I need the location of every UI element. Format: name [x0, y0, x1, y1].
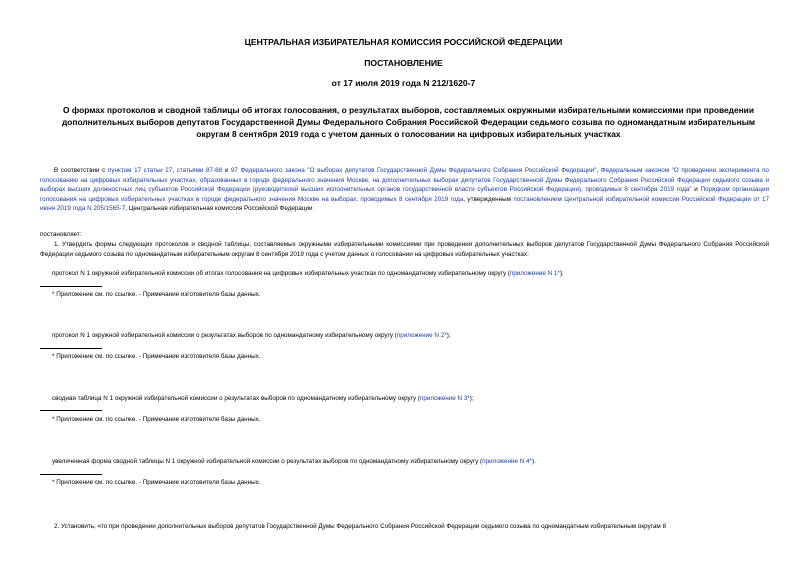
footnote-divider — [40, 410, 102, 411]
intro-paragraph — [40, 166, 769, 214]
item-text: протокол N 1 окружной избирательной комиссии об итогах голосования на цифровых избирательных участках по одномандатному избирательному округу ( — [52, 270, 510, 277]
footnote: * Приложение см. по ссылке. - Примечание изготовителя базы данных. — [52, 479, 261, 486]
item-tail: ). — [531, 458, 536, 465]
footnote: * Приложение см. по ссылке. - Примечание изготовителя базы данных. — [52, 416, 261, 423]
document-date-number: от 17 июля 2019 года N 212/1620-7 — [331, 78, 476, 88]
footnote-divider — [40, 348, 102, 349]
list-item — [52, 395, 767, 402]
list-item — [52, 458, 767, 465]
link-voting-procedure[interactable]: Порядком организации голосования на цифровых избирательных участках в городе федерального значения Москве на выборах, проводимых 8 сентября 2019 года — [40, 186, 770, 203]
intro-text: , — [596, 167, 601, 174]
footnote: * Приложение см. по ссылке. - Примечание изготовителя базы данных. — [52, 353, 261, 360]
footnote: * Приложение см. по ссылке. - Примечание изготовителя базы данных. — [52, 291, 261, 298]
link-cec-resolution[interactable]: постановлением Центральной избирательной комиссии Российской Федерации от 17 июня 2019 года N 205/1565-7 — [40, 195, 769, 213]
point-1: 1. Утвердить формы следующих протоколов и сводной таблицы, составляемых окружными избирательными комиссиями при проведении дополнительных выборов депутатов Государственной Думы Федерального Собрания Российской Федерации седьмого созыва по одномандатным избирательным округам 8 сентября 2019 года с учетом данных о голосовании на цифровых избирательных участках: — [40, 241, 769, 258]
link-appendix-3[interactable]: приложение N 3* — [419, 395, 470, 402]
intro-text: , Центральная избирательная комиссия Российской Федерации — [125, 205, 313, 213]
document-subject: О формах протоколов и сводной таблицы об итогах голосования, о результатах выборов, составляемых окружными избирательными комиссиями при проведении дополнительных выборов депутатов Государственной Думы Федерального Собрания Российской Федерации седьмого созыва по одномандатным избирательным округам 8 сентября 2019 года с учетом данных о голосовании на цифровых избирательных участках — [61, 105, 756, 139]
document-type: ПОСТАНОВЛЕНИЕ — [364, 58, 443, 68]
footnote-divider — [40, 474, 102, 475]
intro-text: и — [222, 167, 231, 174]
link-law-article-27[interactable]: пунктом 17 статьи 27 — [107, 167, 173, 174]
intro-text: и — [691, 186, 701, 194]
link-appendix-1[interactable]: приложение N 1* — [510, 270, 560, 277]
list-item — [52, 332, 767, 339]
link-appendix-2[interactable]: приложение N 2* — [396, 332, 447, 339]
item-text: сводная таблица N 1 окружной избирательной комиссии о результатах выборов по одномандатному избирательному округу ( — [52, 395, 420, 402]
point-2: 2. Установить, что при проведении дополнительных выборов депутатов Государственной Думы Федерального Собрания Российской Федерации седьмого созыва по одномандатным избирательным округам 8 — [54, 523, 666, 530]
intro-text: , — [172, 167, 177, 174]
item-tail: ); — [446, 332, 451, 339]
resolves-label: постановляет: — [40, 231, 82, 238]
item-text: протокол N 1 окружной избирательной комиссии о результатах выборов по одномандатному избирательному округу ( — [52, 332, 397, 339]
list-item — [52, 270, 767, 277]
intro-text: В соответствии с — [54, 167, 108, 174]
item-tail: ); — [469, 395, 474, 402]
footnote-divider — [40, 286, 102, 287]
link-law-articles-87-88[interactable]: статьями 87-88 — [176, 167, 223, 174]
item-text: увеличенная форма сводной таблицы N 1 окружной избирательной комиссии о результатах выборов по одномандатному избирательному округу ( — [52, 458, 483, 465]
link-federal-law-duma-elections[interactable]: 97 Федерального закона "О выборах депутатов Государственной Думы Федерального Собрания Российской Федерации" — [230, 167, 597, 174]
link-appendix-4[interactable]: приложение N 4* — [482, 458, 532, 465]
item-tail: ); — [559, 270, 564, 277]
commission-title: ЦЕНТРАЛЬНАЯ ИЗБИРАТЕЛЬНАЯ КОМИССИЯ РОССИЙСКОЙ ФЕДЕРАЦИИ — [244, 37, 563, 47]
intro-text: , утвержденным — [463, 195, 514, 203]
link-federal-law-experiment[interactable]: Федеральным законом "О проведении эксперимента по голосованию на цифровых избирательных участках, образованных в городе федерального значения Москве, на дополнительных выборах депутатов Государственной Думы Федерального Собрания Российской Федерации седьмого созыва и выборах высших должностных лиц субъектов Российской Федерации (руководителей высших исполнительных органов государственной власти субъектов Российской Федерации), проводимых 8 сентября 2019 года" — [40, 167, 770, 194]
